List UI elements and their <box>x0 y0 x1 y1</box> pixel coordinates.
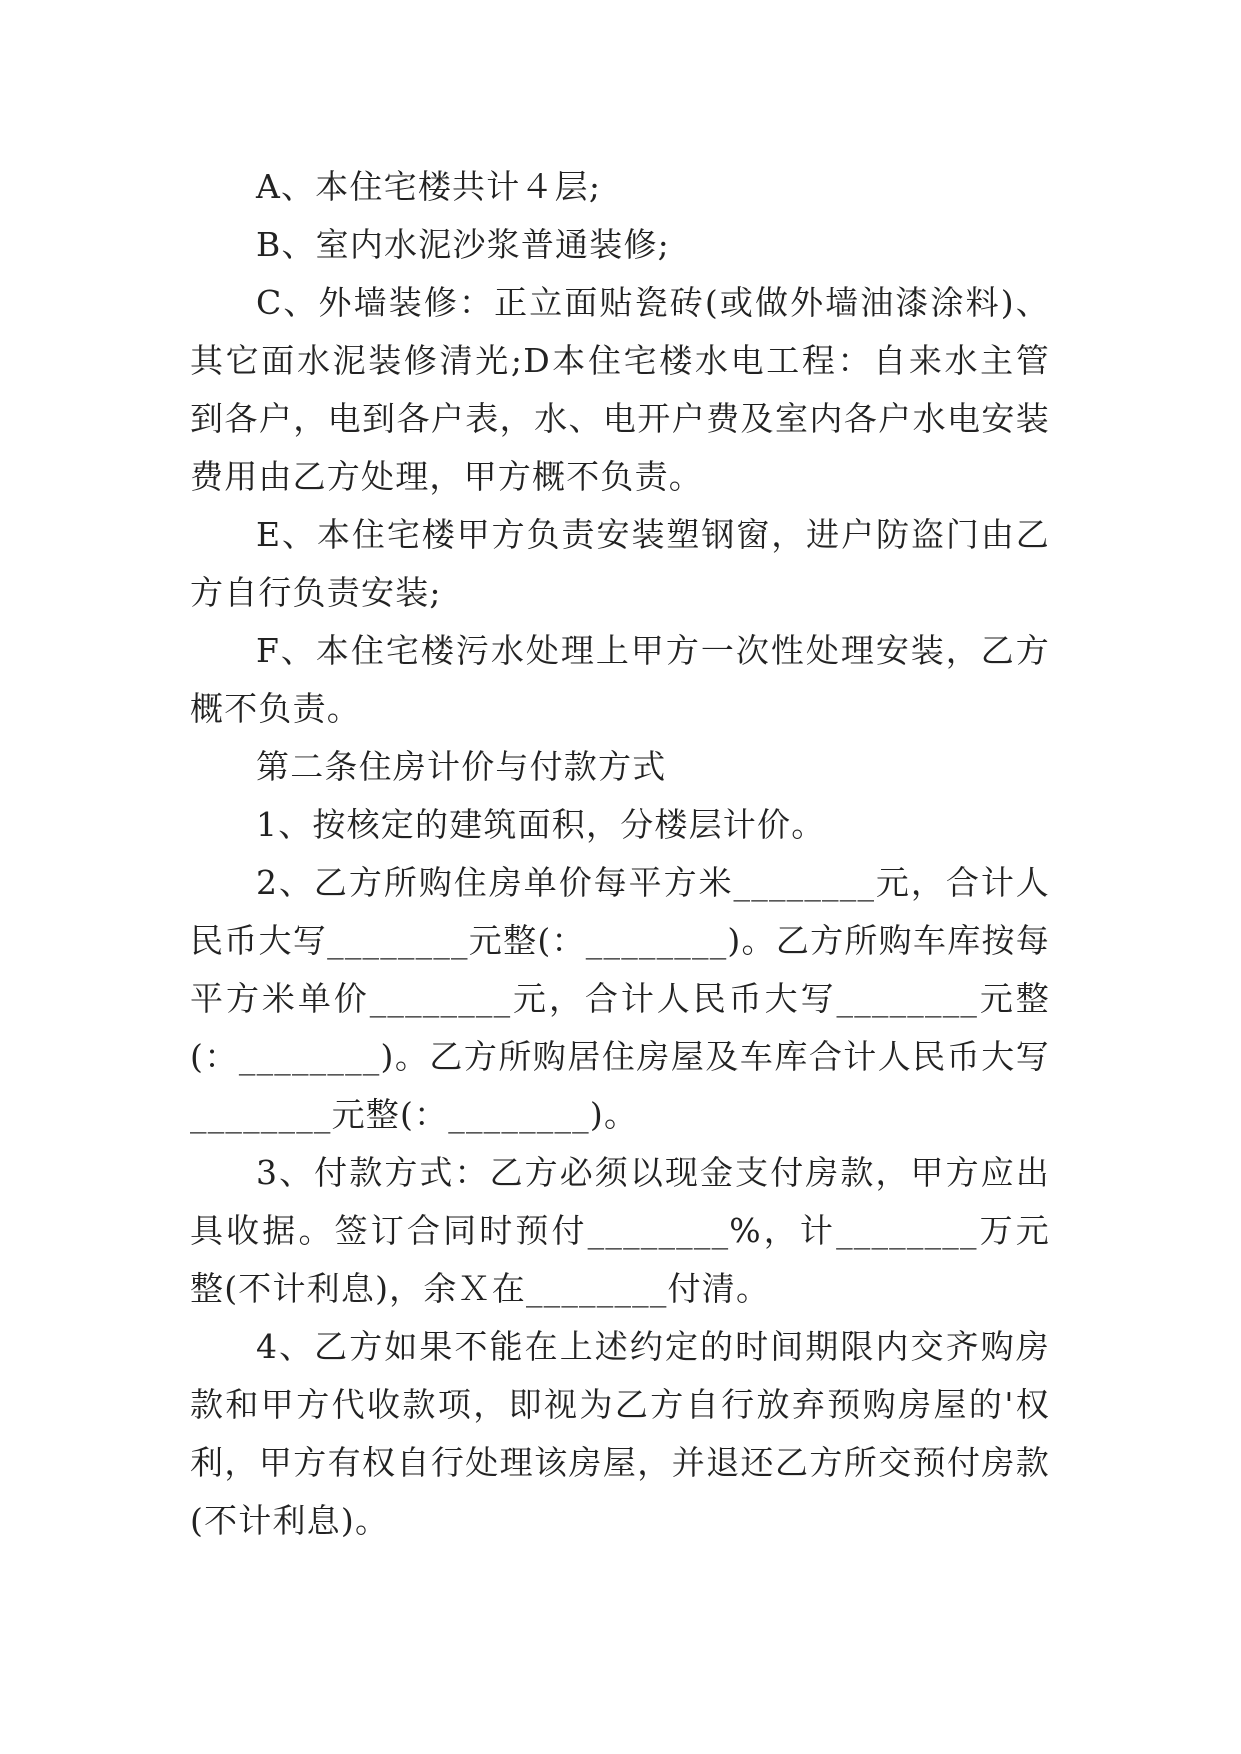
paragraph-b-interior: B、室内水泥沙浆普通装修; <box>256 225 670 264</box>
paragraph-c-exterior: C、外墙装修：正立面贴瓷砖(或做外墙油漆涂料)、其它面水泥装修清光;D本住宅楼水电工程：自来水主管到各户，电到各户表，水、电开户费及室内各户水电安装费用由乙方处理，甲方概不负责。 <box>190 283 1050 496</box>
paragraph-3-payment: 3、付款方式：乙方必须以现金支付房款，甲方应出具收据。签订合同时预付________%，计________万元整(不计利息)，余Ｘ在________付清。 <box>190 1153 1050 1308</box>
paragraph-e-windows: E、本住宅楼甲方负责安装塑钢窗，进户防盗门由乙方自行负责安装; <box>190 515 1050 612</box>
document-page <box>190 158 1050 1550</box>
section-heading-pricing: 第二条住房计价与付款方式 <box>256 747 667 786</box>
paragraph-1-area: 1、按核定的建筑面积，分楼层计价。 <box>256 805 826 844</box>
paragraph-4-default: 4、乙方如果不能在上述约定的时间期限内交齐购房款和甲方代收款项，即视为乙方自行放弃预购房屋的'权利，甲方有权自行处理该房屋，并退还乙方所交预付房款(不计利息)。 <box>190 1327 1050 1540</box>
paragraph-2-price: 2、乙方所购住房单价每平方米________元，合计人民币大写________元整(：________)。乙方所购车库按每平方米单价________元，合计人民币大写________元整(：________)。乙方所购居住房屋及车库合计人民币大写________元整(：________)。 <box>190 863 1050 1134</box>
paragraph-a-floors: A、本住宅楼共计４层; <box>256 167 602 206</box>
paragraph-f-sewage: F、本住宅楼污水处理上甲方一次性处理安装，乙方概不负责。 <box>190 631 1050 728</box>
